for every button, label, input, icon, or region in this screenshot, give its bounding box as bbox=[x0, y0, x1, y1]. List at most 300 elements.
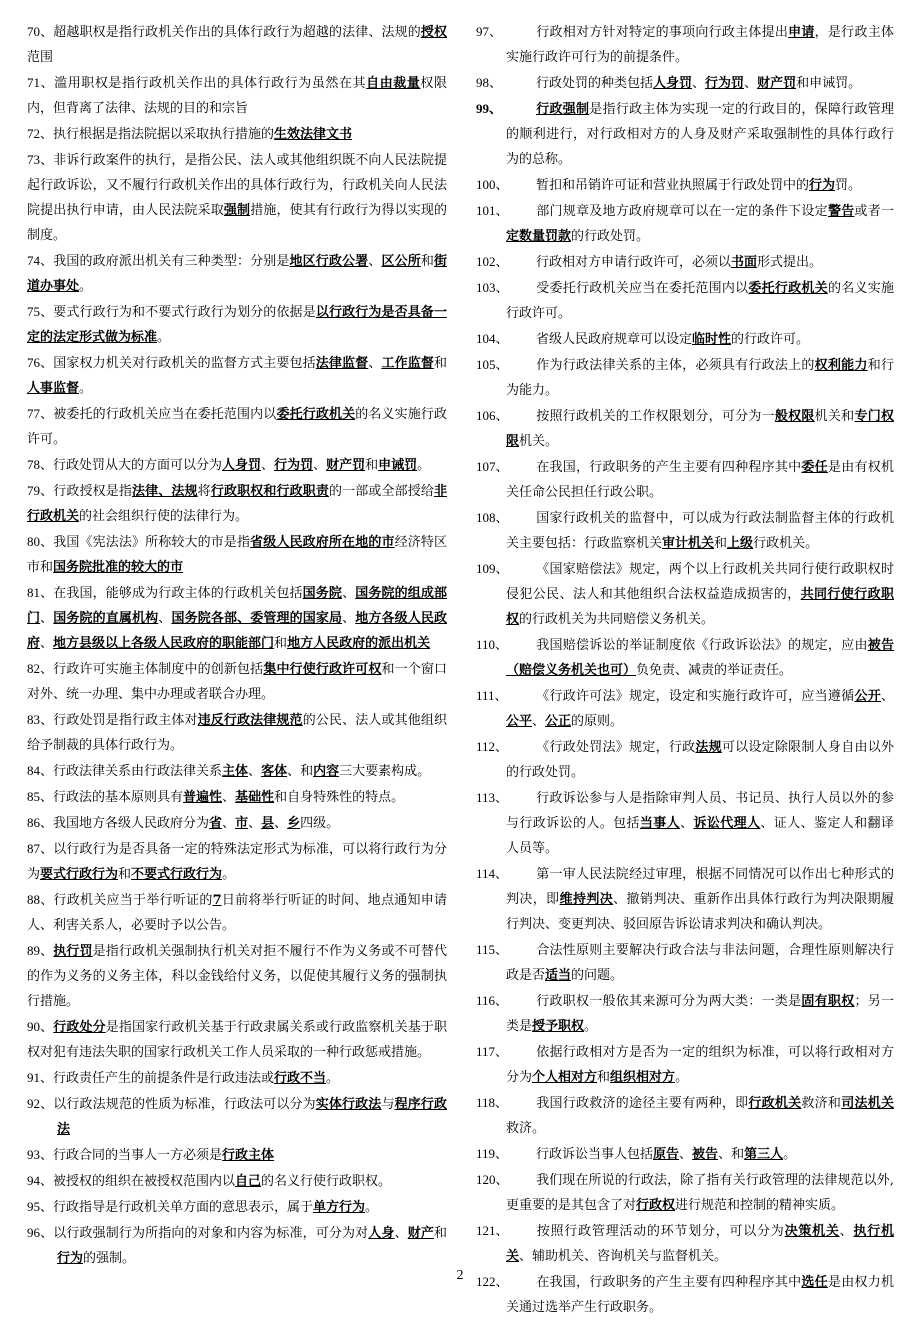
question-text: 滥用职权是指行政机关作出的具体行政行为虽然在其 bbox=[54, 76, 367, 91]
question-text: 行政指导是行政机关单方面的意思表示，属于 bbox=[53, 1200, 314, 1215]
question-text: 权限内，但背离了法律、法规的目的和宗旨 bbox=[27, 76, 447, 116]
question-text: 行政法律关系由行政法律关系 bbox=[53, 764, 223, 779]
question-number: 75、 bbox=[27, 304, 54, 319]
question-item bbox=[476, 683, 894, 734]
question-text: 是指行政主体为实现一定的行政目的，保障行政管理的顺利进行，对行政相对方的人身及财产采取强制性的具体行政行为的总称。 bbox=[506, 102, 894, 167]
question-text: 和 bbox=[597, 1070, 611, 1085]
question-item bbox=[476, 505, 894, 556]
question-text: 在我国，行政职务的产生主要有四种程序其中 bbox=[536, 1275, 802, 1290]
question-number: 122、 bbox=[476, 1274, 509, 1289]
answer-keyword: 地方人民政府的派出机关 bbox=[287, 636, 431, 651]
question-text: 。 bbox=[417, 458, 431, 473]
answer-keyword: 行政强制 bbox=[536, 102, 590, 117]
answer-keyword: 共同行使行政职权 bbox=[506, 587, 894, 627]
question-text: 、和 bbox=[287, 764, 314, 779]
question-text: 、撤销判决、重新作出具体行政行为判决限期履行判决、变更判决、驳回原告诉讼请求判决和确认判决。 bbox=[506, 892, 894, 932]
question-item bbox=[476, 403, 894, 454]
question-text: 按照行政机关的工作权限划分，可分为一 bbox=[536, 409, 775, 424]
question-text: 超越职权是指行政机关作出的具体行政行为超越的法律、法规的 bbox=[53, 25, 421, 40]
question-text: 、 bbox=[248, 764, 262, 779]
question-number: 79、 bbox=[27, 483, 54, 498]
answer-keyword: 人事监督 bbox=[27, 381, 80, 396]
question-text: 、 bbox=[368, 356, 382, 371]
question-item bbox=[476, 632, 894, 683]
question-text: 、 bbox=[880, 689, 894, 704]
question-text: 的名义实施行政许可。 bbox=[27, 407, 447, 447]
answer-keyword: 工作监督 bbox=[381, 356, 434, 371]
answer-keyword: 普遍性 bbox=[183, 790, 223, 805]
answer-keyword: 固有职权 bbox=[801, 994, 855, 1009]
question-number: 94、 bbox=[27, 1173, 54, 1188]
question-text: 行政处罚是指行政主体对 bbox=[53, 713, 198, 728]
question-text: 负免责、减责的举证责任。 bbox=[636, 663, 793, 678]
question-text: 行政责任产生的前提条件是行政违法或 bbox=[53, 1071, 275, 1086]
question-item bbox=[27, 784, 447, 810]
question-number: 88、 bbox=[27, 892, 54, 907]
question-text: 的社会组织行使的法律行为。 bbox=[79, 509, 249, 524]
answer-keyword: 执行机关 bbox=[506, 1224, 894, 1264]
question-text: 四级。 bbox=[300, 816, 340, 831]
question-item bbox=[476, 352, 894, 403]
question-text: 和 bbox=[433, 356, 447, 371]
question-text: 行政法的基本原则具有 bbox=[53, 790, 184, 805]
question-text: 和行为能力。 bbox=[506, 358, 894, 398]
question-text: 和 bbox=[420, 254, 434, 269]
question-number: 100、 bbox=[476, 177, 509, 192]
answer-keyword: 乡 bbox=[287, 816, 301, 831]
answer-keyword: 组织相对方 bbox=[610, 1070, 676, 1085]
answer-keyword: 以行政行为是否具备一定的法定形式做为标准 bbox=[27, 305, 447, 345]
question-text: 的一部或全部授给 bbox=[328, 484, 434, 499]
question-text: 。 bbox=[79, 381, 93, 396]
question-number: 118、 bbox=[476, 1095, 509, 1110]
question-item bbox=[476, 326, 894, 352]
answer-keyword: 行政处分 bbox=[53, 1020, 106, 1035]
question-item bbox=[27, 350, 447, 401]
answer-keyword: 实体行政法 bbox=[315, 1097, 382, 1112]
question-item bbox=[27, 580, 447, 656]
question-text: 经济特区市和 bbox=[27, 535, 447, 575]
question-text: 和 bbox=[433, 1226, 447, 1241]
question-number: 87、 bbox=[27, 841, 54, 856]
answer-keyword: 权利能力 bbox=[814, 358, 868, 373]
answer-keyword: 行政职权和行政职责 bbox=[210, 484, 329, 499]
answer-keyword: 地区行政公署 bbox=[289, 254, 369, 269]
answer-keyword: 当事人 bbox=[639, 816, 681, 831]
question-text: 的强制。 bbox=[83, 1251, 136, 1266]
question-item bbox=[476, 785, 894, 861]
question-number: 112、 bbox=[476, 739, 509, 754]
question-text: 依据行政相对方是否为一定的组织为标准，可以将行政相对方分为 bbox=[506, 1045, 894, 1085]
question-item bbox=[476, 1218, 894, 1269]
answer-keyword: 执行罚 bbox=[53, 944, 93, 959]
question-number: 106、 bbox=[476, 408, 509, 423]
question-text: 可以设定除限制人身自由以外的行政处罚。 bbox=[506, 740, 894, 780]
question-text: 。 bbox=[222, 867, 236, 882]
question-text: 的行政机关为共同赔偿义务机关。 bbox=[519, 612, 715, 627]
answer-keyword: 集中行使行政许可权 bbox=[263, 662, 382, 677]
answer-keyword: 申诫罚 bbox=[378, 458, 418, 473]
answer-keyword: 行为 bbox=[57, 1251, 84, 1266]
question-item bbox=[27, 1168, 447, 1194]
question-text: 暂扣和吊销许可证和营业执照属于行政处罚中的 bbox=[536, 178, 810, 193]
question-text: 要式行政行为和不要式行政行为划分的依据是 bbox=[53, 305, 316, 320]
question-number: 91、 bbox=[27, 1070, 54, 1085]
question-text: 国家行政机关的监督中，可以成为行政法制监督主体的行政机关主要包括：行政监察机关 bbox=[506, 511, 894, 551]
answer-keyword: 审计机关 bbox=[662, 536, 715, 551]
question-item bbox=[27, 121, 447, 147]
question-text: 、证人、鉴定人和翻译人员等。 bbox=[506, 816, 894, 856]
answer-keyword: 决策机关 bbox=[784, 1224, 840, 1239]
answer-keyword: 地方各级人民政府 bbox=[27, 611, 447, 651]
answer-keyword: 警告 bbox=[827, 204, 855, 219]
question-text: 以行政法规范的性质为标准，行政法可以分为 bbox=[53, 1097, 316, 1112]
question-text: 机关和 bbox=[814, 409, 855, 424]
question-number: 108、 bbox=[476, 510, 509, 525]
question-text: 的行政许可。 bbox=[731, 332, 810, 347]
question-text: 《行政许可法》规定，设定和实施行政许可，应当遵循 bbox=[536, 689, 855, 704]
question-text: 、 bbox=[313, 458, 327, 473]
question-text: 第一审人民法院经过审理，根据不同情况可以作出七种形式的判决，即 bbox=[506, 867, 894, 907]
question-text: 、 bbox=[222, 816, 236, 831]
question-text: 我国的政府派出机关有三种类型：分别是 bbox=[53, 254, 290, 269]
answer-keyword: 7 bbox=[212, 893, 222, 908]
answer-keyword: 书面 bbox=[731, 255, 758, 270]
question-number: 92、 bbox=[27, 1096, 54, 1111]
question-number: 85、 bbox=[27, 789, 54, 804]
question-number: 116、 bbox=[476, 993, 509, 1008]
question-item bbox=[476, 249, 894, 275]
answer-keyword: 上级 bbox=[727, 536, 754, 551]
question-item bbox=[476, 172, 894, 198]
answer-keyword: 地方县级以上各级人民政府的职能部门 bbox=[53, 636, 275, 651]
answer-keyword: 违反行政法律规范 bbox=[197, 713, 303, 728]
answer-keyword: 财产罚 bbox=[326, 458, 366, 473]
left-column bbox=[27, 19, 447, 1266]
question-item bbox=[476, 1039, 894, 1090]
answer-keyword: 国务院的组成部门 bbox=[27, 586, 447, 626]
answer-keyword: 行为罚 bbox=[274, 458, 314, 473]
answer-keyword: 授予职权 bbox=[532, 1019, 585, 1034]
question-text: 被委托的行政机关应当在委托范围内以 bbox=[53, 407, 277, 422]
answer-keyword: 维持判决 bbox=[559, 892, 614, 907]
answer-keyword: 程序行政法 bbox=[57, 1097, 447, 1137]
answer-keyword: 市 bbox=[235, 816, 249, 831]
question-item bbox=[27, 1065, 447, 1091]
question-number: 76、 bbox=[27, 355, 54, 370]
answer-keyword: 自己 bbox=[235, 1174, 262, 1189]
question-item bbox=[476, 988, 894, 1039]
answer-keyword: 被告（赔偿义务机关也可） bbox=[506, 638, 894, 678]
question-text: 机关。 bbox=[519, 434, 559, 449]
question-text: 我国赔偿诉讼的举证制度依《行政诉讼法》的规定，应由 bbox=[536, 638, 868, 653]
answer-keyword: 委托行政机关 bbox=[748, 281, 828, 296]
answer-keyword: 行政权 bbox=[636, 1198, 676, 1213]
question-text: 行政诉讼参与人是指除审判人员、书记员、执行人员以外的参与行政诉讼的人。包括 bbox=[506, 791, 894, 831]
question-number: 86、 bbox=[27, 815, 54, 830]
question-text: 我国《宪法法》所称较大的市是指 bbox=[53, 535, 251, 550]
answer-keyword: 财产罚 bbox=[757, 76, 797, 91]
answer-keyword: 要式行政行为 bbox=[40, 867, 119, 882]
question-text: 救济和 bbox=[801, 1096, 842, 1111]
question-item bbox=[27, 1091, 447, 1142]
question-text: 、 bbox=[274, 816, 288, 831]
answer-keyword: 行为罚 bbox=[705, 76, 745, 91]
question-text: 是由权力机关通过选举产生行政职务。 bbox=[506, 1275, 894, 1315]
answer-keyword: 内容 bbox=[313, 764, 340, 779]
question-text: 。 bbox=[783, 1147, 797, 1162]
question-number: 107、 bbox=[476, 459, 509, 474]
question-item bbox=[476, 96, 894, 172]
question-text: ；另一类是 bbox=[506, 994, 894, 1034]
question-number: 96、 bbox=[27, 1225, 54, 1240]
question-text: 行政机关应当于举行听证的 bbox=[53, 893, 213, 908]
question-text: 、 bbox=[680, 816, 694, 831]
question-text: 三大要素构成。 bbox=[339, 764, 431, 779]
question-text: ，是行政主体实施行政许可行为的前提条件。 bbox=[506, 25, 894, 65]
answer-keyword: 省 bbox=[209, 816, 223, 831]
question-text: 是由有权机关任命公民担任行政公职。 bbox=[506, 460, 894, 500]
question-text: 和 bbox=[274, 636, 288, 651]
question-number: 109、 bbox=[476, 561, 509, 576]
answer-keyword: 第三人 bbox=[744, 1147, 784, 1162]
question-item bbox=[476, 454, 894, 505]
question-item bbox=[476, 1141, 894, 1167]
question-text: 、 bbox=[40, 611, 54, 626]
question-text: 、 bbox=[839, 1224, 854, 1239]
question-text: 、和 bbox=[718, 1147, 745, 1162]
question-number: 101、 bbox=[476, 203, 509, 218]
answer-keyword: 被告 bbox=[692, 1147, 719, 1162]
answer-keyword: 委托行政机关 bbox=[276, 407, 356, 422]
question-text: 和 bbox=[365, 458, 379, 473]
answer-keyword: 人身 bbox=[368, 1226, 395, 1241]
question-item bbox=[27, 452, 447, 478]
answer-keyword: 公开 bbox=[854, 689, 881, 704]
question-text: 罚。 bbox=[835, 178, 862, 193]
question-number: 71、 bbox=[27, 75, 55, 90]
question-text: 省级人民政府规章可以设定 bbox=[536, 332, 693, 347]
question-number: 103、 bbox=[476, 280, 509, 295]
question-text: 国家权力机关对行政机关的监督方式主要包括 bbox=[53, 356, 316, 371]
question-item bbox=[27, 1220, 447, 1271]
answer-keyword: 省级人民政府所在地的市 bbox=[250, 535, 395, 550]
question-item bbox=[27, 1014, 447, 1065]
question-text: 、 bbox=[342, 586, 356, 601]
question-text: 、 bbox=[368, 254, 382, 269]
answer-keyword: 主体 bbox=[222, 764, 249, 779]
answer-keyword: 法律、法规 bbox=[132, 484, 198, 499]
answer-keyword: 人身罚 bbox=[653, 76, 693, 91]
answer-keyword: 区公所 bbox=[381, 254, 421, 269]
question-text: 范围 bbox=[27, 50, 54, 65]
question-item bbox=[27, 147, 447, 248]
question-text: 行政相对方申请行政许可，必须以 bbox=[536, 255, 732, 270]
question-number: 117、 bbox=[476, 1044, 509, 1059]
answer-keyword: 个人相对方 bbox=[532, 1070, 598, 1085]
question-item bbox=[27, 70, 447, 121]
answer-keyword: 般权限 bbox=[774, 409, 815, 424]
question-number: 121、 bbox=[476, 1223, 509, 1238]
question-number: 113、 bbox=[476, 790, 509, 805]
question-item bbox=[27, 401, 447, 452]
question-number: 90、 bbox=[27, 1019, 54, 1034]
answer-keyword: 街道办事处 bbox=[27, 254, 447, 294]
question-number: 89、 bbox=[27, 943, 54, 958]
question-text: 以行政强制行为所指向的对象和内容为标准，可分为对 bbox=[53, 1226, 369, 1241]
question-item bbox=[27, 887, 447, 938]
question-text: 、 bbox=[692, 76, 706, 91]
answer-keyword: 专门权限 bbox=[506, 409, 894, 449]
question-text: 合法性原则主要解决行政合法与非法问题，合理性原则解决行政是否 bbox=[506, 943, 894, 983]
answer-keyword: 行政不当 bbox=[274, 1071, 327, 1086]
answer-keyword: 国务院 bbox=[302, 586, 343, 601]
question-text: 的行政处罚。 bbox=[571, 229, 650, 244]
question-text: 是指国家行政机关基于行政隶属关系或行政监察机关基于职权对犯有违法失职的国家行政机关工作人员采取的一种行政惩戒措施。 bbox=[27, 1020, 447, 1060]
question-number: 95、 bbox=[27, 1199, 54, 1214]
question-text: 行政处罚的种类包括 bbox=[536, 76, 654, 91]
question-text: 、 bbox=[394, 1226, 408, 1241]
question-text: 在我国，行政职务的产生主要有四种程序其中 bbox=[536, 460, 802, 475]
question-text: 我们现在所说的行政法，除了指有关行政管理的法律规范以外,更重要的是其包含了对 bbox=[506, 1173, 894, 1213]
question-text: 进行规范和控制的精神实质。 bbox=[675, 1198, 845, 1213]
question-text: 。 bbox=[584, 1019, 598, 1034]
question-item bbox=[476, 734, 894, 785]
question-number: 83、 bbox=[27, 712, 54, 727]
question-text: 我国地方各级人民政府分为 bbox=[53, 816, 210, 831]
question-text: 以行政行为是否具备一定的特殊法定形式为标准，可以将行政行为分为 bbox=[27, 842, 447, 882]
question-text: 、 bbox=[532, 714, 546, 729]
question-text: 、 bbox=[40, 636, 54, 651]
question-number: 115、 bbox=[476, 942, 509, 957]
question-text: 、 bbox=[222, 790, 236, 805]
question-number: 74、 bbox=[27, 253, 54, 268]
question-number: 73、 bbox=[27, 152, 54, 167]
question-number: 80、 bbox=[27, 534, 54, 549]
question-text: 、 bbox=[158, 611, 172, 626]
question-text: 和自身特殊性的特点。 bbox=[274, 790, 405, 805]
answer-keyword: 县 bbox=[261, 816, 275, 831]
question-text: 行政诉讼当事人包括 bbox=[536, 1147, 654, 1162]
question-number: 99、 bbox=[476, 101, 503, 116]
question-text: 与 bbox=[381, 1097, 395, 1112]
answer-keyword: 适当 bbox=[545, 968, 572, 983]
answer-keyword: 强制 bbox=[223, 203, 251, 218]
question-text: 。 bbox=[157, 330, 171, 345]
question-text: 《国家赔偿法》规定，两个以上行政机关共同行使行政职权时侵犯公民、法人和其他组织合法权益造成损害的， bbox=[506, 562, 894, 602]
question-item bbox=[476, 1167, 894, 1218]
question-text: 日前将举行听证的时间、地点通知申请人、利害关系人，必要时予以公告。 bbox=[27, 893, 447, 933]
question-text: 是指行政机关强制执行机关对拒不履行不作为义务或不可替代的作为义务的义务主体，科以金钱给付义务，以促使其履行义务的强制执行措施。 bbox=[27, 944, 447, 1009]
answer-keyword: 行政机关 bbox=[748, 1096, 802, 1111]
question-item bbox=[27, 478, 447, 529]
question-item bbox=[27, 19, 447, 70]
question-text: 行政职权一般依其来源可分为两大类：一类是 bbox=[536, 994, 802, 1009]
question-item bbox=[476, 556, 894, 632]
question-item bbox=[27, 248, 447, 299]
answer-keyword: 财产 bbox=[407, 1226, 434, 1241]
question-number: 77、 bbox=[27, 406, 54, 421]
question-item bbox=[27, 529, 447, 580]
question-item bbox=[27, 836, 447, 887]
question-text: 形式提出。 bbox=[757, 255, 823, 270]
question-text: 。 bbox=[675, 1070, 689, 1085]
question-text: 和申诫罚。 bbox=[796, 76, 862, 91]
question-number: 119、 bbox=[476, 1146, 509, 1161]
question-text: 行政许可实施主体制度中的创新包括 bbox=[53, 662, 264, 677]
question-number: 111、 bbox=[476, 688, 508, 703]
question-text: 、 bbox=[679, 1147, 693, 1162]
question-text: 、 bbox=[261, 458, 275, 473]
answer-keyword: 客体 bbox=[261, 764, 288, 779]
answer-keyword: 生效法律文书 bbox=[274, 127, 353, 142]
answer-keyword: 自由裁量 bbox=[366, 76, 421, 91]
question-text: 、辅助机关、咨询机关与监督机关。 bbox=[519, 1249, 728, 1264]
question-item bbox=[27, 1194, 447, 1220]
question-number: 97、 bbox=[476, 24, 503, 39]
question-item bbox=[476, 275, 894, 326]
question-item bbox=[27, 1142, 447, 1168]
answer-keyword: 非行政机关 bbox=[27, 484, 447, 524]
question-text: 行政相对方针对特定的事项向行政主体提出 bbox=[536, 25, 789, 40]
question-item bbox=[27, 707, 447, 758]
question-number: 82、 bbox=[27, 661, 54, 676]
answer-keyword: 授权 bbox=[420, 25, 447, 40]
question-text: 《行政处罚法》规定，行政 bbox=[536, 740, 696, 755]
question-text: 作为行政法律关系的主体，必须具有行政法上的 bbox=[536, 358, 815, 373]
answer-keyword: 原告 bbox=[653, 1147, 680, 1162]
question-number: 81、 bbox=[27, 585, 54, 600]
question-text: 、 bbox=[342, 611, 356, 626]
question-number: 102、 bbox=[476, 254, 509, 269]
question-text: 的公民、法人或其他组织给予制裁的具体行政行为。 bbox=[27, 713, 447, 753]
answer-keyword: 行为 bbox=[809, 178, 836, 193]
answer-keyword: 法律监督 bbox=[315, 356, 369, 371]
answer-keyword: 国务院批准的较大的市 bbox=[53, 560, 184, 575]
answer-keyword: 临时性 bbox=[692, 332, 732, 347]
answer-keyword: 公平 bbox=[506, 714, 533, 729]
question-text: 和 bbox=[118, 867, 132, 882]
answer-keyword: 行政主体 bbox=[222, 1148, 275, 1163]
question-number: 70、 bbox=[27, 24, 54, 39]
answer-keyword: 诉讼代理人 bbox=[693, 816, 761, 831]
question-text: 救济。 bbox=[506, 1121, 546, 1136]
question-text: 、 bbox=[248, 816, 262, 831]
question-text: 行政机关。 bbox=[753, 536, 819, 551]
question-item bbox=[476, 937, 894, 988]
question-item bbox=[476, 861, 894, 937]
question-item bbox=[27, 299, 447, 350]
question-number: 104、 bbox=[476, 331, 509, 346]
answer-keyword: 国务院各部、委管理的国家局 bbox=[171, 611, 343, 626]
question-text: 行政处罚从大的方面可以分为 bbox=[53, 458, 223, 473]
question-number: 114、 bbox=[476, 866, 509, 881]
question-text: 部门规章及地方政府规章可以在一定的条件下设定 bbox=[536, 204, 828, 219]
question-text: 。 bbox=[326, 1071, 340, 1086]
question-text: 非诉行政案件的执行，是指公民、法人或其他组织既不向人民法院提起行政诉讼，又不履行行政机关作出的具体行政行为，行政机关向人民法院提出执行申请，由人民法院采取 bbox=[27, 153, 447, 218]
question-item bbox=[476, 70, 894, 96]
answer-keyword: 法规 bbox=[695, 740, 722, 755]
right-column bbox=[476, 19, 894, 1315]
answer-keyword: 委任 bbox=[801, 460, 828, 475]
question-text: 的名义实施行政许可。 bbox=[506, 281, 894, 321]
page-number: 2 bbox=[456, 1268, 464, 1283]
answer-keyword: 公正 bbox=[545, 714, 572, 729]
question-text: 按照行政管理活动的环节划分，可以分为 bbox=[536, 1224, 785, 1239]
question-text: 的原则。 bbox=[571, 714, 624, 729]
question-item bbox=[27, 758, 447, 784]
question-text: 执行根据是指法院据以采取执行措施的 bbox=[53, 127, 275, 142]
